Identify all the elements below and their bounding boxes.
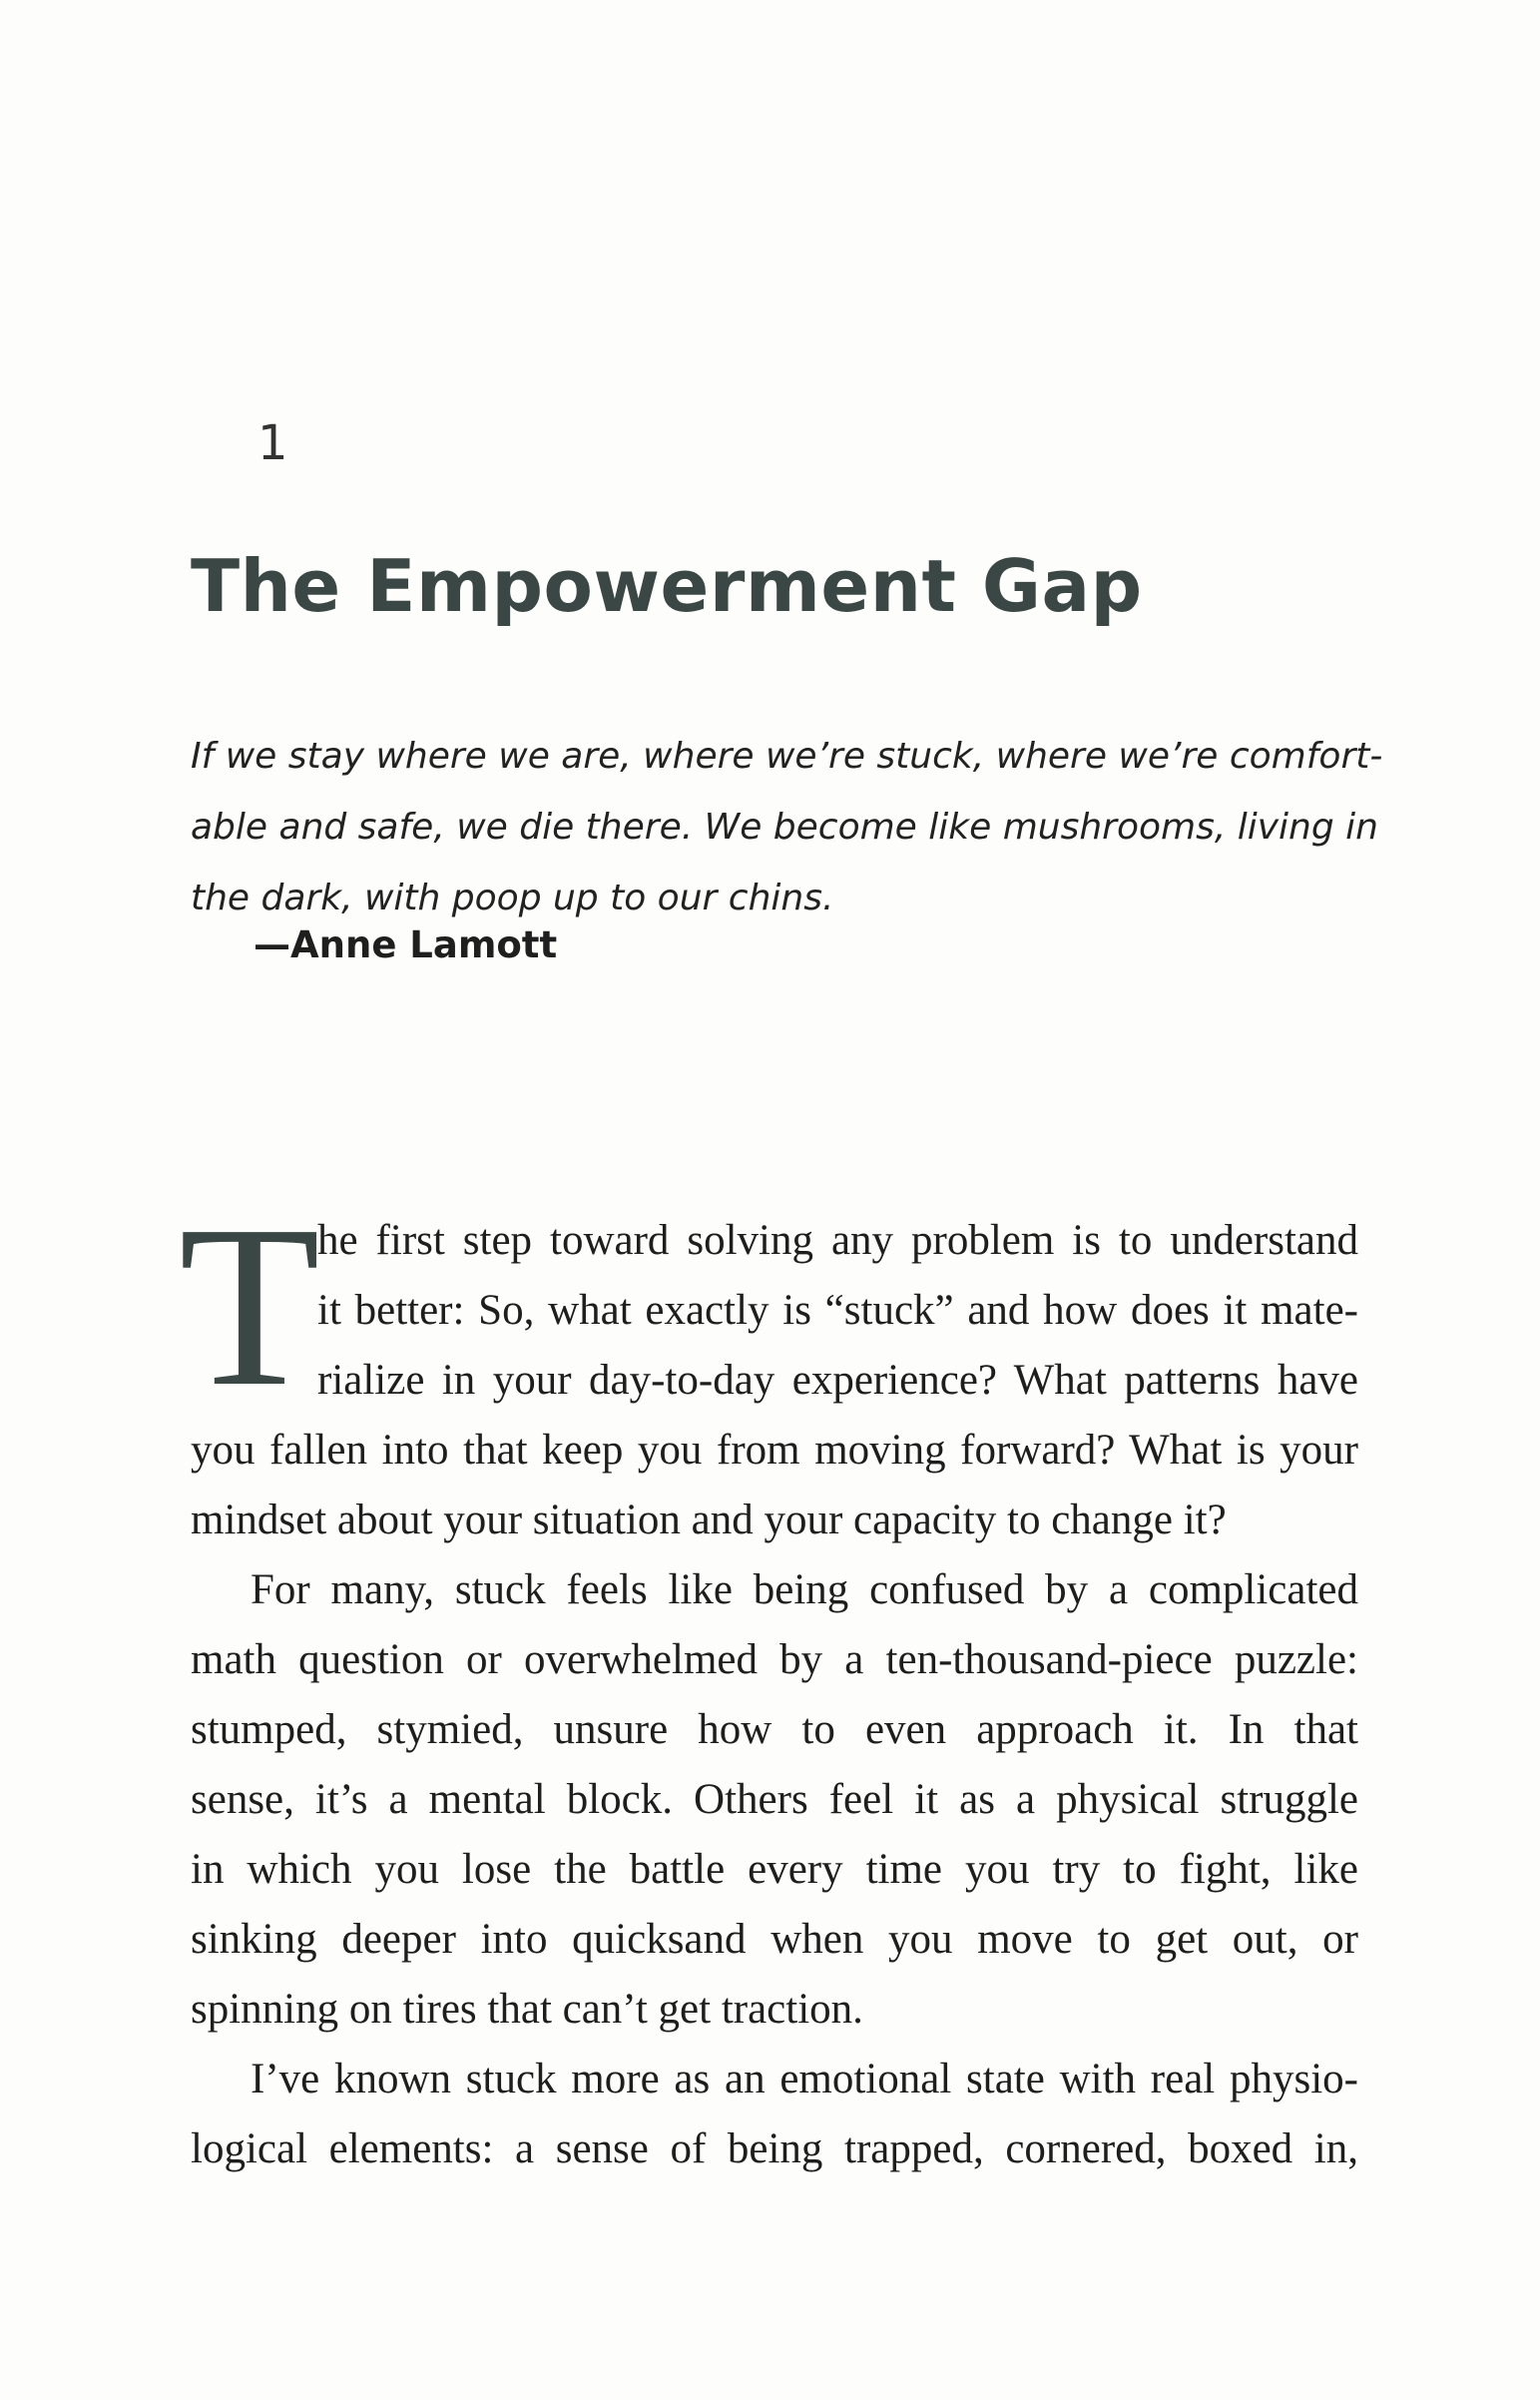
paragraph-1-dropcap-lines [317,1206,1358,1416]
paragraph-line: math question or overwhelmed by a ten-thousand-piece puzzle: [191,1636,1358,1683]
paragraph-3 [191,2045,1358,2184]
paragraph-line: stumped, stymied, unsure how to even approach it. In that [191,1706,1358,1753]
chapter-number: 1 [257,415,288,471]
paragraph-line: sense, it’s a mental block. Others feel it as a physical struggle [191,1776,1358,1823]
epigraph-line: the dark, with poop up to our chins. [191,878,834,918]
paragraph-line: rialize in your day-to-day experience? What patterns have [317,1357,1358,1404]
paragraph-line: spinning on tires that can’t get traction. [191,1986,863,2033]
paragraph-line: I’ve known stuck more as an emotional state with real physio- [251,2056,1358,2102]
drop-cap-letter: T [179,1178,320,1435]
epigraph-line: able and safe, we die there. We become like mushrooms, living in [191,807,1378,848]
epigraph-attribution: —Anne Lamott [254,923,558,966]
epigraph-line: If we stay where we are, where we’re stuck, where we’re comfort- [191,736,1383,777]
paragraph-line: it better: So, what exactly is “stuck” and how does it mate- [317,1287,1358,1334]
chapter-title: The Empowerment Gap [191,544,1143,628]
paragraph-line: you fallen into that keep you from moving forward? What is your [191,1427,1358,1474]
paragraph-line: in which you lose the battle every time you try to fight, like [191,1846,1358,1893]
epigraph [191,721,1383,933]
paragraph-1-continued [191,1416,1358,1555]
paragraph-line: sinking deeper into quicksand when you move to get out, or [191,1916,1358,1963]
paragraph-line: logical elements: a sense of being trapped, cornered, boxed in, [191,2125,1358,2172]
paragraph-2 [191,1555,1358,2045]
paragraph-line: mindset about your situation and your capacity to change it? [191,1497,1227,1543]
paragraph-line: he first step toward solving any problem is to understand [317,1217,1358,1264]
paragraph-line: For many, stuck feels like being confused by a complicated [251,1566,1358,1613]
drop-cap [179,1178,320,1435]
